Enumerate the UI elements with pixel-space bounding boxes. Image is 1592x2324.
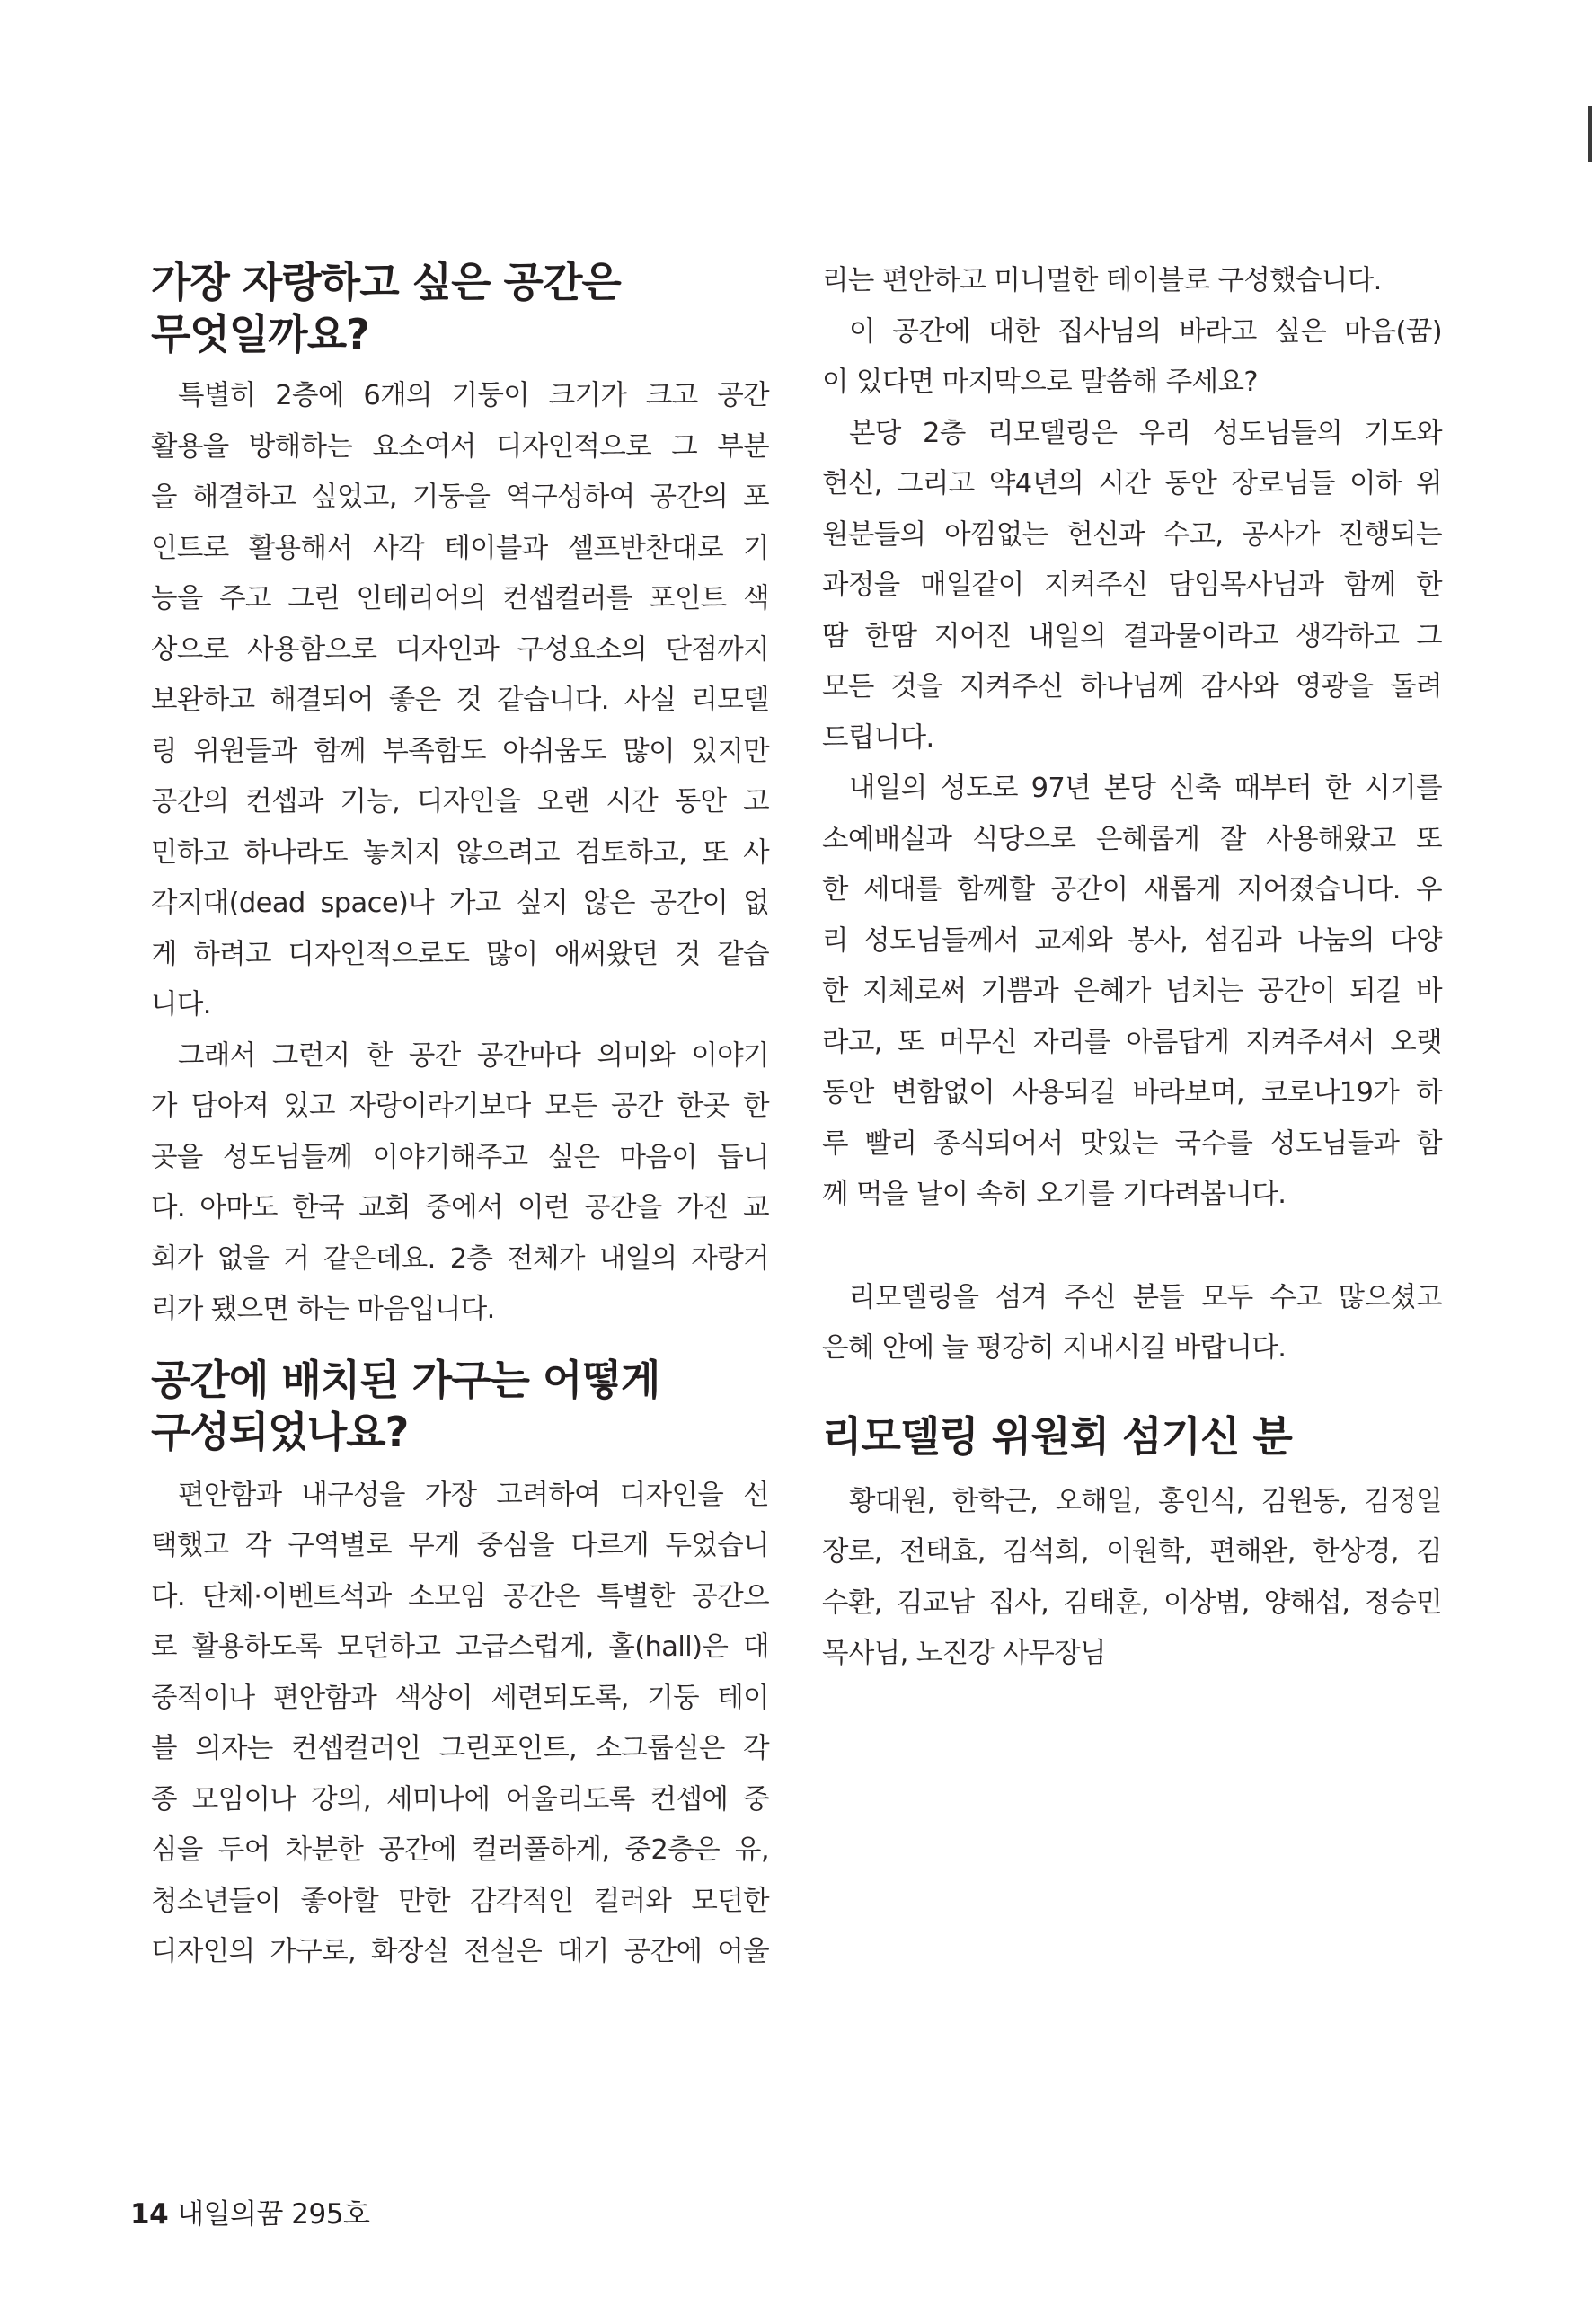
- text-line: 수환, 김교남 집사, 김태훈, 이상범, 양해섭, 정승민: [822, 1586, 1442, 1619]
- text-line: 민하고 하나라도 놓치지 않으려고 검토하고, 또 사: [151, 836, 769, 869]
- text-line: 본당 2층 리모델링은 우리 성도님들의 기도와: [849, 417, 1442, 449]
- text-line: 모든 것을 지켜주신 하나님께 감사와 영광을 돌려: [822, 671, 1442, 703]
- text-line: 심을 두어 차분한 공간에 컬러풀하게, 중2층은 유,: [151, 1834, 769, 1866]
- text-line: 리 성도님들께서 교제와 봉사, 섬김과 나눔의 다양: [822, 924, 1442, 957]
- text-line: 동안 변함없이 사용되길 바라보며, 코로나19가 하: [822, 1077, 1442, 1109]
- text-line: 헌신, 그리고 약4년의 시간 동안 장로님들 이하 위: [822, 468, 1442, 499]
- text-line: 과정을 매일같이 지켜주신 담임목사님과 함께 한: [822, 570, 1442, 601]
- text-line: 리는 편안하고 미니멀한 테이블로 구성했습니다.: [822, 265, 1382, 296]
- paragraph-spacer: [822, 1221, 1442, 1273]
- text-line: 이 공간에 대한 집사님의 바라고 싶은 마음(꿈): [849, 315, 1442, 348]
- text-line: 은혜 안에 늘 평강히 지내시길 바랍니다.: [822, 1332, 1287, 1364]
- text-line: 각지대(dead space)나 가고 싶지 않은 공간이 없: [151, 888, 769, 919]
- section-heading-proud-space: [151, 256, 769, 360]
- left-column: [151, 256, 769, 1978]
- page-edge-mark: [1588, 106, 1592, 162]
- text-line: 로 활용하도록 모던하고 고급스럽게, 홀(hall)은 대: [151, 1631, 769, 1663]
- text-line: 그래서 그런지 한 공간 공간마다 의미와 이야기: [178, 1039, 769, 1072]
- text-line: 활용을 방해하는 요소여서 디자인적으로 그 부분: [151, 430, 769, 463]
- text-line: 특별히 2층에 6개의 기둥이 크기가 크고 공간: [178, 380, 769, 411]
- heading-line: 가장 자랑하고 싶은 공간은: [151, 258, 621, 306]
- heading-line: 무엇일까요?: [151, 310, 369, 358]
- text-line: 게 하려고 디자인적으로도 많이 애써왔던 것 같습: [151, 938, 769, 970]
- text-line: 택했고 각 구역별로 무게 중심을 다르게 두었습니: [151, 1530, 769, 1561]
- text-line: 능을 주고 그린 인테리어의 컨셉컬러를 포인트 색: [151, 583, 769, 614]
- question-paragraph: [822, 307, 1442, 409]
- paragraph: [822, 764, 1442, 1221]
- page-footer: [130, 2196, 369, 2232]
- text-line: 다. 단체·이벤트석과 소모임 공간은 특별한 공간으: [151, 1580, 769, 1613]
- text-line: 리모델링을 섬겨 주신 분들 모두 수고 많으셨고: [849, 1281, 1442, 1313]
- text-line: 원분들의 아낌없는 헌신과 수고, 공사가 진행되는: [822, 518, 1442, 551]
- text-line: 내일의 성도로 97년 본당 신축 때부터 한 시기를: [849, 773, 1442, 804]
- paragraph: [151, 1471, 769, 1978]
- text-line: 장로, 전태효, 김석희, 이원학, 편해완, 한상경, 김: [822, 1536, 1442, 1568]
- text-line: 께 먹을 날이 속히 오기를 기다려봅니다.: [822, 1179, 1287, 1210]
- heading-line: 구성되었나요?: [151, 1407, 409, 1456]
- text-line: 드립니다.: [822, 721, 934, 754]
- text-line: 황대원, 한학근, 오해일, 홍인식, 김원동, 김정일: [849, 1485, 1442, 1517]
- right-column: [822, 256, 1442, 1680]
- page-number: 14: [130, 2198, 169, 2231]
- text-line: 청소년들이 좋아할 만한 감각적인 컬러와 모던한: [151, 1885, 769, 1917]
- publication-title: 내일의꿈 295호: [177, 2198, 370, 2231]
- text-line: 공간의 컨셉과 기능, 디자인을 오랜 시간 동안 고: [151, 786, 769, 817]
- closing-paragraph: [822, 1273, 1442, 1374]
- text-line: 상으로 사용함으로 디자인과 구성요소의 단점까지: [151, 633, 769, 666]
- text-line: 디자인의 가구로, 화장실 전실은 대기 공간에 어울: [151, 1936, 769, 1967]
- text-line: 종 모임이나 강의, 세미나에 어울리도록 컨셉에 중: [151, 1783, 769, 1816]
- text-line: 목사님, 노진강 사무장님: [822, 1638, 1106, 1669]
- text-line: 편안함과 내구성을 가장 고려하여 디자인을 선: [178, 1479, 769, 1511]
- section-heading-furniture: [151, 1354, 769, 1458]
- text-line: 한 세대를 함께할 공간이 새롭게 지어졌습니다. 우: [822, 874, 1442, 906]
- paragraph: [822, 409, 1442, 764]
- text-line: 라고, 또 머무신 자리를 아름답게 지켜주셔서 오랫: [822, 1026, 1442, 1058]
- section-heading-committee: 리모델링 위원회 섬기신 분: [822, 1411, 1292, 1461]
- text-line: 인트로 활용해서 사각 테이블과 셀프반찬대로 기: [151, 532, 769, 564]
- text-line: 한 지체로써 기쁨과 은혜가 넘치는 공간이 되길 바: [822, 976, 1442, 1007]
- text-line: 보완하고 해결되어 좋은 것 같습니다. 사실 리모델: [151, 685, 769, 716]
- text-line: 블 의자는 컨셉컬러인 그린포인트, 소그룹실은 각: [151, 1733, 769, 1764]
- paragraph: [822, 256, 1442, 307]
- text-line: 곳을 성도님들께 이야기해주고 싶은 마음이 듭니: [151, 1141, 769, 1173]
- text-line: 이 있다면 마지막으로 말씀해 주세요?: [822, 367, 1258, 398]
- text-line: 땀 한땀 지어진 내일의 결과물이라고 생각하고 그: [822, 620, 1442, 652]
- heading-line: 공간에 배치된 가구는 어떻게: [151, 1355, 660, 1404]
- paragraph: [151, 371, 769, 1031]
- text-line: 루 빨리 종식되어서 맛있는 국수를 성도님들과 함: [822, 1127, 1442, 1160]
- text-line: 링 위원들과 함께 부족함도 아쉬움도 많이 있지만: [151, 735, 769, 767]
- text-line: 다. 아마도 한국 교회 중에서 이런 공간을 가진 교: [151, 1192, 769, 1224]
- paragraph: [151, 1031, 769, 1336]
- text-line: 가 담아져 있고 자랑이라기보다 모든 공간 한곳 한: [151, 1091, 769, 1122]
- text-line: 소예배실과 식당으로 은혜롭게 잘 사용해왔고 또: [822, 823, 1442, 855]
- text-line: 을 해결하고 싶었고, 기둥을 역구성하여 공간의 포: [151, 482, 769, 513]
- text-line: 리가 됐으면 하는 마음입니다.: [151, 1294, 495, 1325]
- text-line: 중적이나 편안함과 색상이 세련되도록, 기둥 테이: [151, 1682, 769, 1714]
- committee-members: [822, 1477, 1442, 1680]
- text-line: 니다.: [151, 989, 211, 1021]
- text-line: 회가 없을 거 같은데요. 2층 전체가 내일의 자랑거: [151, 1242, 769, 1275]
